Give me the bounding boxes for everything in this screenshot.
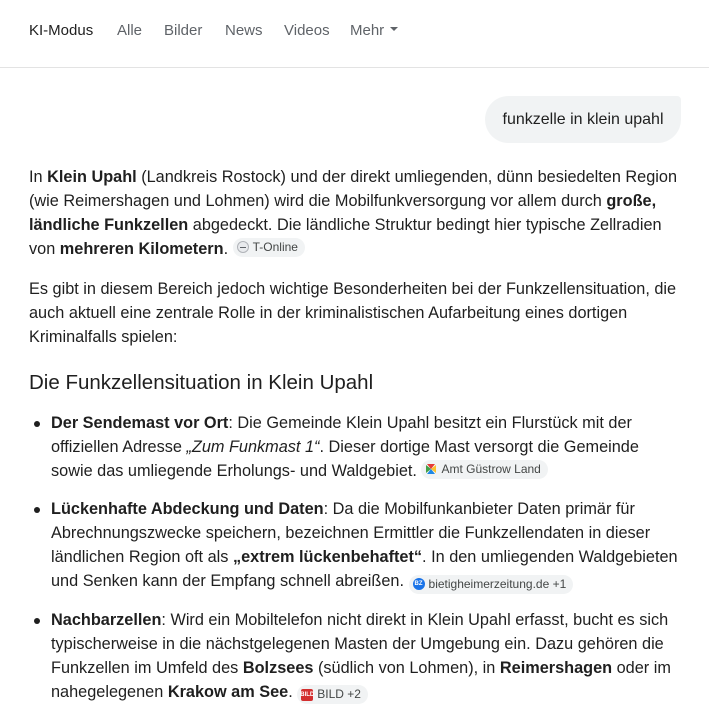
bullet-bold: „extrem lückenbehaftet“ [232, 548, 423, 566]
bullet-text: : Da die Mobilfunkanbieter Daten primär für Abrechnungszwecke speichern, bezeichnen Ermittler die Funkzellendaten in dieser ländlichen Region oft als [51, 500, 651, 566]
chevron-down-icon [390, 27, 398, 31]
source-chip-bietigheimerzeitung[interactable] [409, 575, 574, 594]
t-online-icon [237, 241, 249, 253]
bullet-title: Der Sendemast vor Ort [51, 414, 229, 432]
coat-of-arms-icon [425, 463, 437, 475]
intro-paragraph [29, 165, 681, 261]
bullet-bold: Bolzsees [242, 658, 314, 677]
context-paragraph: Es gibt in diesem Bereich jedoch wichtige Besonderheiten bei der Funkzellensituation, die auch aktuell eine zentrale Rolle in der kriminalistischen Aufarbeitung eines dortigen Kriminalfalls spielen: [29, 280, 677, 346]
source-chip-label: BILD +2 [317, 687, 361, 701]
bullet-text: : Die Gemeinde Klein Upahl besitzt ein Flurstück mit der offiziellen Adresse [51, 414, 632, 456]
source-chip-label: bietigheimerzeitung.de +1 [428, 576, 567, 591]
tab-news[interactable]: News [225, 22, 263, 39]
tab-bilder[interactable]: Bilder [164, 22, 203, 39]
source-chip-label: Amt Güstrow Land [441, 461, 541, 476]
bullet-text: . In den umliegenden Waldgebieten und Senken kann der Empfang schnell abreißen. [51, 548, 678, 590]
section-heading: Die Funkzellensituation in Klein Upahl [29, 371, 374, 394]
bullet-text: . Dieser dortige Mast versorgt die Gemeinde sowie das umliegende Erholungs- und Waldgebiet. [51, 438, 639, 480]
bullet-text: (südlich von Lohmen), in [313, 658, 500, 677]
tab-ki-modus[interactable]: KI-Modus [29, 22, 94, 39]
intro-text-3: abgedeckt. Die ländliche Struktur bedingt hier typische Zellradien von [29, 216, 662, 258]
tab-mehr-label: Mehr [350, 22, 385, 39]
intro-text-4: . [223, 240, 229, 258]
bullet-bold: Krakow am See [167, 682, 289, 701]
tab-alle[interactable]: Alle [117, 22, 143, 39]
intro-bold-1: Klein Upahl [47, 168, 137, 186]
bullet-text: oder im nahegelegenen [51, 658, 671, 701]
bild-logo-icon: BILD [301, 689, 313, 701]
bullet-list [29, 411, 681, 704]
top-navigation [0, 0, 709, 68]
bullet-title: Lückenhafte Abdeckung und Daten [51, 500, 324, 518]
tab-mehr[interactable] [350, 22, 398, 39]
list-item [29, 608, 681, 705]
bullet-title: Nachbarzellen [51, 610, 162, 629]
bullet-text: : Wird ein Mobiltelefon nicht direkt in Klein Upahl erfasst, bucht es sich typischerweise in die nächstgelegenen Masten der Umgebung ein. Dazu gehören die Funkzellen im Umfeld des [51, 610, 669, 677]
bullet-italic: „Zum Funkmast 1“ [186, 438, 320, 456]
bullet-text: . [288, 682, 298, 701]
intro-bold-2: große, ländliche Funkzellen [29, 192, 657, 234]
source-chip-label: T-Online [252, 239, 298, 254]
tab-videos[interactable]: Videos [284, 22, 330, 39]
ai-answer [29, 165, 681, 718]
intro-bold-3: mehreren Kilometern [59, 240, 224, 258]
intro-text-1: In [29, 168, 48, 186]
bullet-bold: Reimershagen [499, 658, 613, 677]
source-chip-amt-guestrow-land[interactable] [421, 460, 547, 479]
source-chip-t-online[interactable] [233, 238, 305, 257]
source-chip-bild[interactable] [297, 685, 368, 704]
bz-logo-icon: BZ [413, 578, 425, 590]
list-item [29, 497, 681, 594]
intro-text-2: (Landkreis Rostock) und der direkt umliegenden, dünn besiedelten Region (wie Reimershagen und Lohmen) wird die Mobilfunkversorgung vor allem durch [29, 168, 677, 210]
user-query-bubble: funkzelle in klein upahl [485, 96, 681, 143]
list-item [29, 411, 681, 483]
